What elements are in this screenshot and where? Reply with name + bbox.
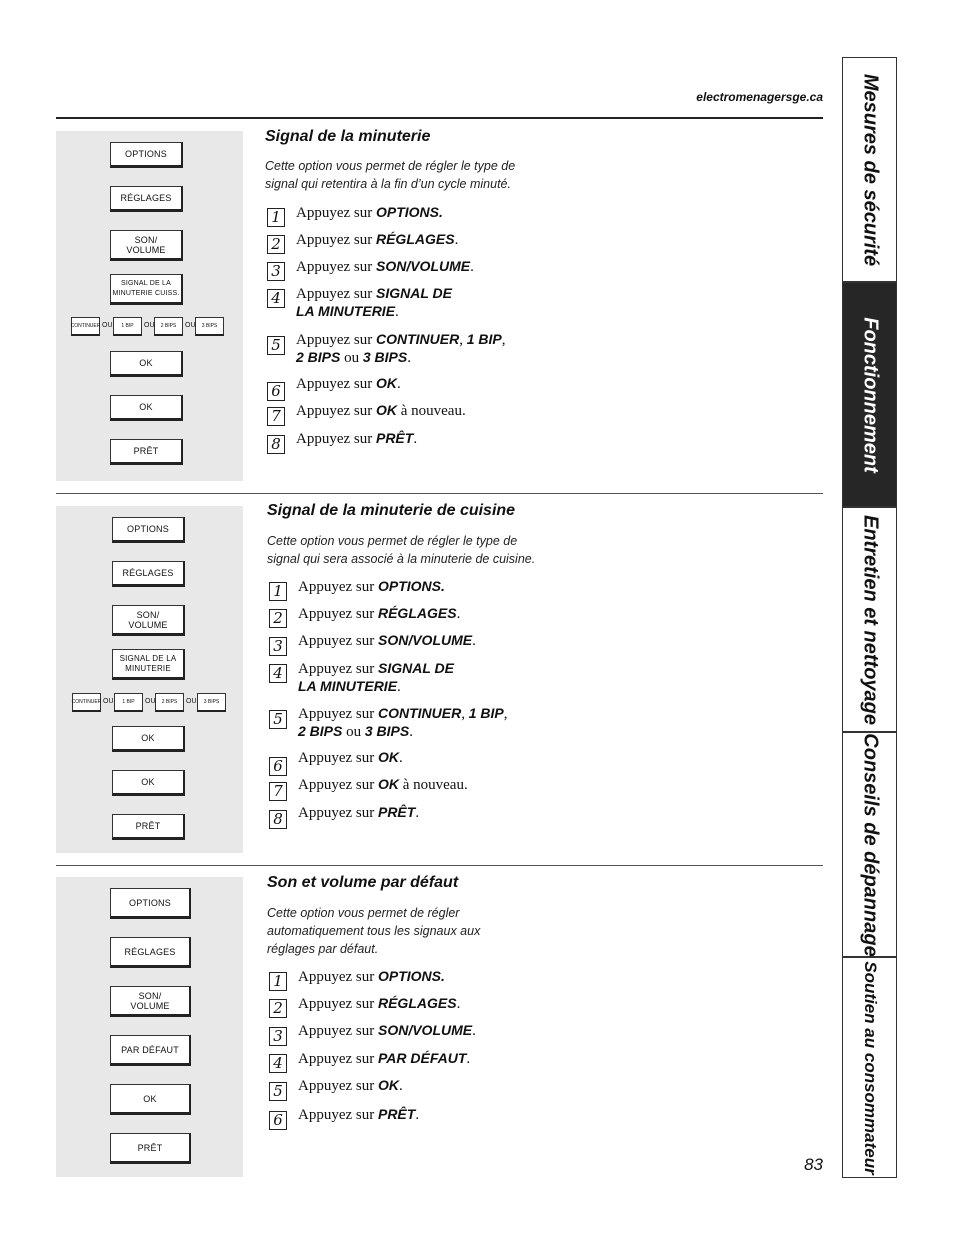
- step-number: 2: [267, 235, 285, 254]
- step-text: [296, 375, 401, 393]
- step-number: 2: [269, 999, 287, 1018]
- step-verb: Appuyez sur: [298, 805, 375, 821]
- step-key: 1 BIP: [468, 705, 504, 721]
- continuer-key: CONTINUER: [72, 693, 101, 712]
- keypad-panel-1: [56, 131, 243, 481]
- ok-key: OK: [110, 1084, 191, 1115]
- step-key: LA MINUTERIE: [296, 303, 396, 319]
- signal-minuterie-key: [112, 649, 185, 680]
- step-number: 3: [269, 637, 287, 656]
- sidebar-tab-label: Entretien et nettoyage: [859, 514, 881, 725]
- ok-key: OK: [110, 351, 183, 377]
- step-key: 3 BIPS: [364, 723, 410, 739]
- step-number: 3: [269, 1027, 287, 1046]
- keypad-panel-3: [56, 877, 243, 1177]
- options-key: OPTIONS: [112, 517, 185, 543]
- step-key: LA MINUTERIE: [298, 678, 398, 694]
- step-key: SIGNAL DE: [375, 285, 452, 301]
- step-key: OK: [375, 402, 397, 418]
- step-text: [296, 231, 458, 249]
- step-text: [296, 402, 466, 420]
- step-number: 4: [269, 664, 287, 683]
- step-conj: ou: [346, 724, 362, 740]
- section-divider: [56, 865, 823, 866]
- step-verb: Appuyez sur: [296, 286, 373, 302]
- key-line: SON/: [138, 990, 162, 1001]
- sidebar-tab-entretien-et-nettoyage[interactable]: [842, 507, 897, 732]
- step-key: 1 BIP: [466, 331, 502, 347]
- step-text: [298, 605, 460, 623]
- step-verb: Appuyez sur: [298, 1051, 375, 1067]
- step-text: [298, 1050, 470, 1068]
- step-key: OPTIONS.: [377, 968, 445, 984]
- 2-bips-key: 2 BIPS: [155, 693, 184, 712]
- step-verb: Appuyez sur: [296, 259, 373, 275]
- step-text: [298, 705, 507, 741]
- section-description: Cette option vous permet de régler automatiquement tous les signaux aux réglages par défaut.: [267, 906, 481, 956]
- key-line: MINUTERIE CUISS.: [112, 289, 180, 297]
- ok-key: OK: [112, 726, 185, 752]
- step-conj: ou: [344, 350, 360, 366]
- keypad-panel-2: [56, 506, 243, 853]
- step-number: 6: [269, 1111, 287, 1130]
- pret-key: PRÊT: [112, 814, 185, 840]
- step-number: 7: [267, 407, 285, 426]
- step-verb: Appuyez sur: [298, 1078, 375, 1094]
- header-rule: [56, 117, 823, 119]
- 3-bips-key: 3 BIPS: [195, 317, 224, 336]
- 1-bip-key: 1 BIP: [114, 693, 143, 712]
- step-punct: .: [454, 232, 459, 248]
- step-number: 6: [269, 757, 287, 776]
- step-punct: .: [396, 376, 401, 392]
- pret-key: PRÊT: [110, 439, 183, 465]
- step-punct: .: [472, 1023, 476, 1039]
- step-punct: .: [456, 606, 461, 622]
- step-punct: ,: [459, 332, 463, 348]
- step-punct: .: [466, 1051, 471, 1067]
- step-verb: Appuyez sur: [298, 579, 375, 595]
- key-line: VOLUME: [126, 244, 166, 255]
- step-text: [298, 1077, 403, 1095]
- ok-key: OK: [110, 395, 183, 421]
- step-text: [298, 632, 476, 650]
- par-defaut-key: PAR DÉFAUT: [110, 1035, 191, 1066]
- step-verb: Appuyez sur: [298, 1107, 375, 1123]
- section-description: Cette option vous permet de régler le type de signal qui sera associé à la minuterie de cuisine.: [267, 534, 536, 566]
- key-line: SIGNAL DE LA: [119, 653, 177, 663]
- sidebar-tab-label: Soutien au consommateur: [860, 960, 880, 1175]
- step-key: 3 BIPS: [362, 349, 408, 365]
- step-punct: ,: [501, 332, 506, 348]
- step-text: [298, 749, 403, 767]
- step-punct: .: [456, 996, 461, 1012]
- key-line: SON/: [136, 609, 160, 620]
- step-number: 1: [269, 972, 287, 991]
- sidebar-tab-label: Fonctionnement: [859, 316, 881, 473]
- step-verb: Appuyez sur: [296, 431, 373, 447]
- step-punct: .: [395, 304, 399, 320]
- sidebar-tab-soutien-au-consommateur[interactable]: [842, 957, 897, 1178]
- ou-label: OU: [103, 698, 114, 705]
- step-verb: Appuyez sur: [298, 661, 375, 677]
- step-verb: Appuyez sur: [298, 1023, 375, 1039]
- section-title: Signal de la minuterie: [265, 128, 431, 145]
- step-text: [298, 578, 445, 596]
- sidebar-tab-label: Mesures de sécurité: [859, 73, 881, 266]
- sidebar-tab-conseils-de-depannage[interactable]: [842, 732, 897, 957]
- sidebar-tab-mesures-de-securite[interactable]: [842, 57, 897, 282]
- 1-bip-key: 1 BIP: [113, 317, 142, 336]
- step-key: OPTIONS.: [375, 204, 443, 220]
- step-verb: Appuyez sur: [298, 969, 375, 985]
- step-verb: Appuyez sur: [298, 777, 375, 793]
- step-number: 4: [269, 1054, 287, 1073]
- pret-key: PRÊT: [110, 1133, 191, 1164]
- step-verb: Appuyez sur: [296, 232, 373, 248]
- step-verb: Appuyez sur: [298, 706, 375, 722]
- step-key: OPTIONS.: [377, 578, 445, 594]
- step-number: 1: [267, 208, 285, 227]
- step-punct: .: [407, 350, 411, 366]
- step-key: PRÊT: [375, 430, 414, 446]
- step-number: 5: [269, 1082, 287, 1101]
- key-line: SON/: [134, 234, 158, 245]
- step-key: PRÊT: [377, 1106, 416, 1122]
- step-key: RÉGLAGES: [375, 231, 455, 247]
- step-text: [298, 804, 419, 822]
- step-key: SIGNAL DE: [377, 660, 454, 676]
- step-key: PRÊT: [377, 804, 416, 820]
- son-volume-key: [110, 986, 191, 1017]
- step-punct: ,: [461, 706, 465, 722]
- son-volume-key: [110, 230, 183, 261]
- step-punct: .: [398, 1078, 403, 1094]
- step-tail: à nouveau.: [400, 403, 466, 419]
- step-verb: Appuyez sur: [298, 606, 375, 622]
- step-verb: Appuyez sur: [298, 996, 375, 1012]
- step-key: SON/VOLUME: [377, 1022, 473, 1038]
- key-line: SIGNAL DE LA: [121, 279, 171, 287]
- key-line: VOLUME: [128, 619, 168, 630]
- step-key: OK: [377, 776, 399, 792]
- page-number: 83: [804, 1155, 823, 1174]
- step-punct: .: [415, 805, 420, 821]
- ou-label: OU: [102, 322, 113, 329]
- step-key: PAR DÉFAUT: [377, 1050, 467, 1066]
- step-number: 7: [269, 782, 287, 801]
- step-verb: Appuyez sur: [296, 376, 373, 392]
- 2-bips-key: 2 BIPS: [154, 317, 183, 336]
- options-key: OPTIONS: [110, 142, 183, 168]
- step-text: [298, 776, 468, 794]
- step-verb: Appuyez sur: [298, 750, 375, 766]
- step-text: [298, 995, 460, 1013]
- step-text: [298, 1022, 476, 1040]
- step-verb: Appuyez sur: [296, 332, 373, 348]
- step-text: [296, 204, 443, 222]
- step-number: 5: [269, 710, 287, 729]
- step-key: CONTINUER: [375, 331, 460, 347]
- ou-label: OU: [186, 698, 197, 705]
- step-punct: .: [398, 750, 403, 766]
- step-number: 5: [267, 336, 285, 355]
- step-verb: Appuyez sur: [296, 403, 373, 419]
- step-key: RÉGLAGES: [377, 605, 457, 621]
- ou-label: OU: [145, 698, 156, 705]
- step-key: 2 BIPS: [296, 349, 341, 365]
- son-volume-key: [112, 605, 185, 636]
- key-line: MINUTERIE: [125, 663, 171, 673]
- step-number: 2: [269, 609, 287, 628]
- reglages-key: RÉGLAGES: [110, 186, 183, 212]
- section-title: Signal de la minuterie de cuisine: [267, 502, 516, 519]
- step-punct: .: [397, 679, 401, 695]
- step-key: RÉGLAGES: [377, 995, 457, 1011]
- step-number: 4: [267, 289, 285, 308]
- continuer-key: CONTINUER: [71, 317, 100, 336]
- step-punct: ,: [503, 706, 508, 722]
- step-number: 8: [269, 810, 287, 829]
- step-key: 2 BIPS: [298, 723, 343, 739]
- sidebar-tab-fonctionnement[interactable]: [842, 282, 897, 507]
- step-punct: .: [409, 724, 413, 740]
- step-number: 6: [267, 382, 285, 401]
- step-key: OK: [377, 749, 399, 765]
- step-number: 1: [269, 582, 287, 601]
- step-punct: .: [472, 633, 476, 649]
- step-text: [298, 660, 454, 696]
- step-text: [296, 430, 417, 448]
- options-key: OPTIONS: [110, 888, 191, 919]
- step-verb: Appuyez sur: [296, 205, 373, 221]
- step-number: 3: [267, 262, 285, 281]
- ou-label: OU: [144, 322, 155, 329]
- signal-minuterie-key: [110, 274, 183, 305]
- step-verb: Appuyez sur: [298, 633, 375, 649]
- step-text: [296, 331, 505, 367]
- website-url: electromenagersge.ca: [696, 90, 823, 104]
- step-punct: .: [413, 431, 418, 447]
- ou-label: OU: [185, 322, 196, 329]
- section-description: Cette option vous permet de régler le type de signal qui retentira à la fin d’un cycle minuté.: [265, 159, 516, 191]
- step-text: [298, 1106, 419, 1124]
- step-text: [298, 968, 445, 986]
- step-key: OK: [375, 375, 397, 391]
- step-key: SON/VOLUME: [377, 632, 473, 648]
- 3-bips-key: 3 BIPS: [197, 693, 226, 712]
- step-key: SON/VOLUME: [375, 258, 471, 274]
- step-text: [296, 258, 474, 276]
- step-tail: à nouveau.: [402, 777, 468, 793]
- reglages-key: RÉGLAGES: [112, 561, 185, 587]
- step-key: OK: [377, 1077, 399, 1093]
- section-title: Son et volume par défaut: [267, 874, 459, 891]
- step-punct: .: [415, 1107, 420, 1123]
- key-line: VOLUME: [130, 1000, 170, 1011]
- step-punct: .: [470, 259, 474, 275]
- step-text: [296, 285, 452, 321]
- reglages-key: RÉGLAGES: [110, 937, 191, 968]
- section-divider: [56, 493, 823, 494]
- step-number: 8: [267, 435, 285, 454]
- sidebar-tab-label: Conseils de dépannage: [859, 732, 881, 957]
- step-key: CONTINUER: [377, 705, 462, 721]
- ok-key: OK: [112, 770, 185, 796]
